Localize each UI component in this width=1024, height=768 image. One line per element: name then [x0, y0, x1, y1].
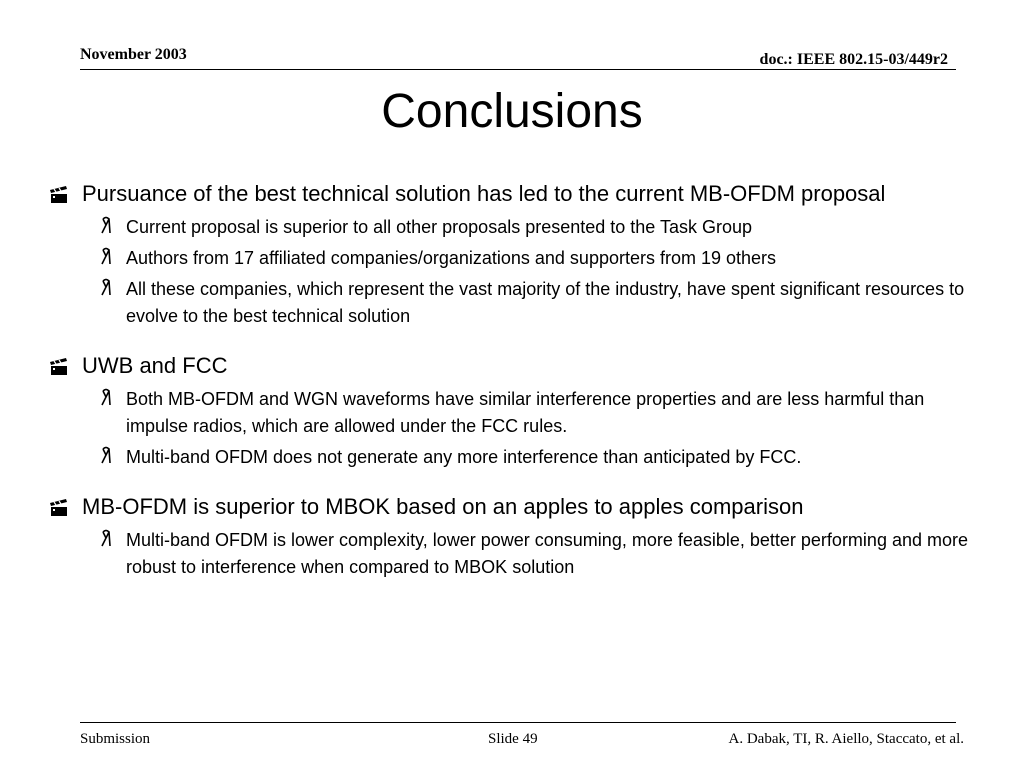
sub-bullet-text: All these companies, which represent the vast majority of the industry, have spent significant resources to evolve to the best technical solution [126, 279, 965, 326]
sub-bullet-item [48, 214, 988, 241]
ribbon-icon [99, 529, 113, 549]
footer-slide-number: Slide 49 [488, 731, 538, 747]
sub-bullet-text: Both MB-OFDM and WGN waveforms have similar interference properties and are less harmful than impulse radios, which are allowed under the FCC rules. [126, 389, 925, 436]
sub-bullet-item [48, 386, 988, 440]
ribbon-icon [99, 247, 113, 267]
footer-authors: A. Dabak, TI, R. Aiello, Staccato, et al. [728, 731, 964, 747]
sub-bullet-text: Multi-band OFDM is lower complexity, lower power consuming, more feasible, better performing and more robust to interference when compared to MBOK solution [126, 530, 968, 577]
clapperboard-icon [48, 184, 70, 206]
ribbon-icon [99, 278, 113, 298]
sub-bullet-item [48, 444, 988, 471]
header-doc-id: doc.: IEEE 802.15-03/449r2 [759, 51, 948, 68]
footer-rule [80, 722, 956, 723]
ribbon-icon [99, 388, 113, 408]
sub-bullet-text: Authors from 17 affiliated companies/organizations and supporters from 19 others [126, 248, 777, 268]
bullet-item [48, 352, 988, 380]
header-rule [80, 69, 956, 70]
sub-bullet-item [48, 245, 988, 272]
slide-title: Conclusions [381, 85, 643, 138]
bullet-list [48, 180, 988, 581]
bullet-text: Pursuance of the best technical solution has led to the current MB-OFDM proposal [82, 181, 886, 206]
clapperboard-icon [48, 356, 70, 378]
ribbon-icon [99, 216, 113, 236]
ribbon-icon [99, 446, 113, 466]
sub-bullet-text: Multi-band OFDM does not generate any more interference than anticipated by FCC. [126, 447, 802, 467]
sub-bullet-item [48, 276, 988, 330]
bullet-text: UWB and FCC [82, 353, 228, 378]
bullet-item [48, 180, 988, 208]
sub-bullet-item [48, 527, 988, 581]
bullet-item [48, 493, 988, 521]
header-date: November 2003 [80, 46, 187, 63]
clapperboard-icon [48, 497, 70, 519]
sub-bullet-text: Current proposal is superior to all other proposals presented to the Task Group [126, 217, 753, 237]
bullet-text: MB-OFDM is superior to MBOK based on an apples to apples comparison [82, 494, 804, 519]
footer-submission: Submission [80, 731, 151, 747]
